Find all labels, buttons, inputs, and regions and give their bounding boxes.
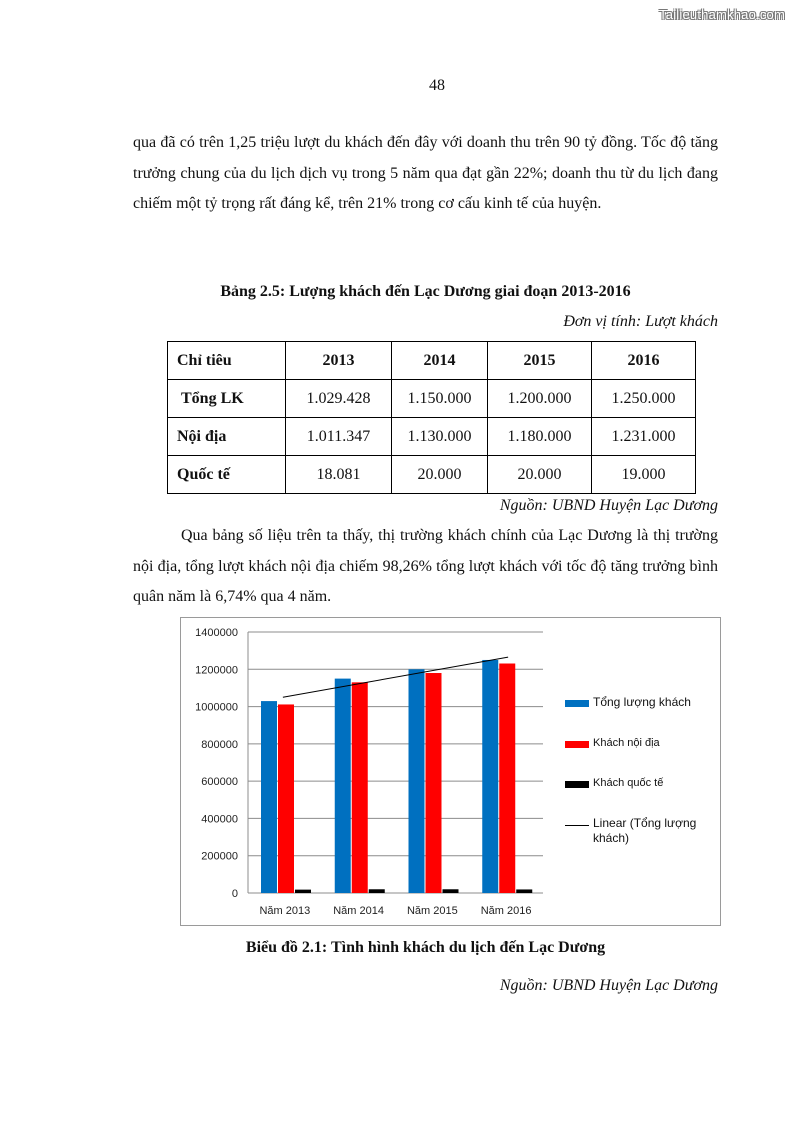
table-cell: 20.000 [392, 456, 488, 494]
y-tick-label: 200000 [201, 850, 238, 863]
y-tick-label: 1400000 [195, 627, 238, 639]
table-row [168, 380, 696, 418]
bar [409, 669, 425, 893]
y-tick-label: 0 [231, 888, 238, 900]
legend-label: Khách nội địa [593, 737, 660, 749]
watermark: Tailieuthamkhao.com [659, 7, 785, 22]
table-source: Nguồn: UBND Huyện Lạc Dương [499, 497, 718, 514]
table-row [168, 456, 696, 494]
table-title: Bảng 2.5: Lượng khách đến Lạc Dương giai đoạn 2013-2016 [220, 283, 631, 300]
table-header-row [168, 342, 696, 380]
bar [295, 890, 311, 893]
bar [499, 664, 515, 893]
legend-label: Linear (Tổng lượng khách) [593, 816, 697, 845]
table-cell: 19.000 [592, 456, 696, 494]
y-tick-label: 800000 [201, 738, 238, 751]
bar [261, 701, 277, 893]
table-header-cell: 2014 [392, 342, 488, 380]
bar [278, 704, 294, 893]
table-cell: Tổng LK [168, 380, 286, 418]
legend-label: Khách quốc tế [593, 777, 664, 789]
bar [482, 660, 498, 893]
bar-chart [180, 617, 721, 926]
bar [443, 889, 459, 893]
y-tick-label: 1000000 [195, 701, 238, 714]
table-cell: 1.150.000 [392, 380, 488, 418]
y-tick-label: 1200000 [195, 664, 238, 677]
table-row [168, 418, 696, 456]
bar [426, 673, 442, 893]
x-tick-label: Năm 2015 [406, 905, 458, 917]
x-tick-label: Năm 2016 [480, 905, 532, 917]
table-cell: 1.029.428 [286, 380, 392, 418]
chart-source: Nguồn: UBND Huyện Lạc Dương [499, 977, 718, 994]
x-tick-label: Năm 2014 [333, 905, 385, 917]
table-cell: 1.231.000 [592, 418, 696, 456]
legend-swatch-red [565, 741, 589, 748]
trendline [283, 657, 508, 697]
chart-canvas [181, 618, 720, 925]
table-header-cell: 2013 [286, 342, 392, 380]
y-tick-label: 400000 [201, 813, 238, 826]
table-header-cell: Chỉ tiêu [168, 342, 286, 380]
chart-caption: Biểu đồ 2.1: Tình hình khách du lịch đến Lạc Dương [245, 939, 606, 956]
legend-swatch-black [565, 781, 589, 788]
x-tick-label: Năm 2013 [259, 905, 311, 917]
page-number: 48 [429, 77, 445, 94]
table-cell: 1.200.000 [488, 380, 592, 418]
table-cell: 1.011.347 [286, 418, 392, 456]
bar [369, 889, 385, 893]
table-cell: 1.130.000 [392, 418, 488, 456]
table-header-cell: 2016 [592, 342, 696, 380]
table-cell: 1.180.000 [488, 418, 592, 456]
legend-label: Tổng lượng khách [593, 695, 691, 709]
table-cell: Quốc tế [168, 456, 286, 494]
table-header-cell: 2015 [488, 342, 592, 380]
table-cell: 20.000 [488, 456, 592, 494]
bar [335, 679, 351, 893]
table-cell: Nội địa [168, 418, 286, 456]
table-cell: 18.081 [286, 456, 392, 494]
legend-line-icon [565, 825, 589, 826]
visitor-table [167, 341, 696, 494]
legend-swatch-blue [565, 700, 589, 707]
paragraph-analysis: Qua bảng số liệu trên ta thấy, thị trường khách chính của Lạc Dương là thị trường nội địa, tổng lượt khách nội địa chiếm 98,26% tổng lượt khách với tốc độ tăng trưởng bình quân năm là 6,74% qua 4 năm. [133, 527, 718, 605]
table-unit-note: Đơn vị tính: Lượt khách [563, 313, 718, 330]
paragraph-intro: qua đã có trên 1,25 triệu lượt du khách đến đây với doanh thu trên 90 tỷ đồng. Tốc độ tăng trưởng chung của du lịch dịch vụ trong 5 năm qua đạt gần 22%; doanh thu từ du lịch đang chiếm một tỷ trọng rất đáng kể, trên 21% trong cơ cấu kinh tế của huyện. [133, 134, 718, 212]
y-tick-label: 600000 [201, 776, 238, 789]
bar [516, 889, 532, 893]
table-cell: 1.250.000 [592, 380, 696, 418]
bar [352, 682, 368, 893]
